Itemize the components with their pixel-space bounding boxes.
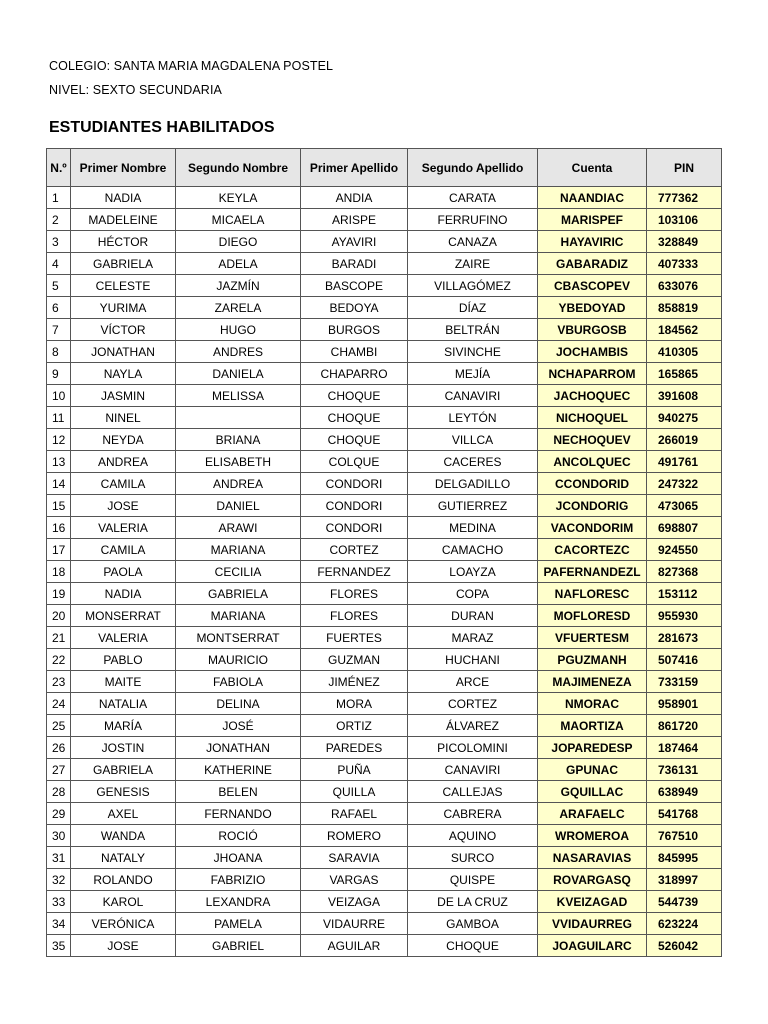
cell-number: 4 [47, 253, 71, 275]
cell-first-surname: BURGOS [301, 319, 408, 341]
cell-pin: 958901 [647, 693, 722, 715]
cell-account: MARISPEF [538, 209, 647, 231]
cell-second-name: ELISABETH [176, 451, 301, 473]
cell-account: HAYAVIRIC [538, 231, 647, 253]
cell-second-name: ZARELA [176, 297, 301, 319]
cell-account: CCONDORID [538, 473, 647, 495]
cell-first-surname: AGUILAR [301, 935, 408, 957]
school-name: COLEGIO: SANTA MARIA MAGDALENA POSTEL [49, 59, 334, 73]
cell-first-name: NAYLA [71, 363, 176, 385]
cell-number: 16 [47, 517, 71, 539]
cell-account: GQUILLAC [538, 781, 647, 803]
cell-pin: 861720 [647, 715, 722, 737]
cell-pin: 491761 [647, 451, 722, 473]
cell-second-name: PAMELA [176, 913, 301, 935]
cell-number: 34 [47, 913, 71, 935]
cell-first-surname: ANDIA [301, 187, 408, 209]
column-header-account: Cuenta [538, 149, 647, 187]
cell-first-surname: COLQUE [301, 451, 408, 473]
cell-first-surname: BEDOYA [301, 297, 408, 319]
table-row [47, 539, 722, 561]
cell-pin: 391608 [647, 385, 722, 407]
table-row [47, 341, 722, 363]
cell-account: WROMEROA [538, 825, 647, 847]
cell-first-surname: ROMERO [301, 825, 408, 847]
cell-second-name: JONATHAN [176, 737, 301, 759]
cell-second-name: ADELA [176, 253, 301, 275]
cell-first-name: CELESTE [71, 275, 176, 297]
cell-pin: 473065 [647, 495, 722, 517]
cell-pin: 153112 [647, 583, 722, 605]
cell-account: PAFERNANDEZL [538, 561, 647, 583]
cell-second-name: LEXANDRA [176, 891, 301, 913]
table-row [47, 693, 722, 715]
table-row [47, 781, 722, 803]
cell-pin: 526042 [647, 935, 722, 957]
cell-second-surname: CALLEJAS [408, 781, 538, 803]
cell-second-name: CECILIA [176, 561, 301, 583]
table-row [47, 671, 722, 693]
cell-second-name: JAZMÍN [176, 275, 301, 297]
cell-account: JCONDORIG [538, 495, 647, 517]
table-row [47, 649, 722, 671]
cell-account: NCHAPARROM [538, 363, 647, 385]
cell-account: JOAGUILARC [538, 935, 647, 957]
cell-number: 3 [47, 231, 71, 253]
cell-first-surname: GUZMAN [301, 649, 408, 671]
cell-account: GABARADIZ [538, 253, 647, 275]
cell-second-name: GABRIEL [176, 935, 301, 957]
cell-first-name: CAMILA [71, 539, 176, 561]
cell-second-surname: PICOLOMINI [408, 737, 538, 759]
cell-pin: 410305 [647, 341, 722, 363]
table-row [47, 275, 722, 297]
cell-second-surname: CACERES [408, 451, 538, 473]
cell-first-surname: CHOQUE [301, 385, 408, 407]
cell-first-name: JOSE [71, 495, 176, 517]
table-row [47, 473, 722, 495]
cell-second-name: KATHERINE [176, 759, 301, 781]
cell-pin: 955930 [647, 605, 722, 627]
cell-account: CBASCOPEV [538, 275, 647, 297]
cell-first-name: NEYDA [71, 429, 176, 451]
cell-first-surname: PAREDES [301, 737, 408, 759]
cell-second-surname: SURCO [408, 847, 538, 869]
cell-first-surname: CHAPARRO [301, 363, 408, 385]
cell-second-surname: LOAYZA [408, 561, 538, 583]
cell-number: 30 [47, 825, 71, 847]
table-row [47, 715, 722, 737]
cell-second-name: MAURICIO [176, 649, 301, 671]
cell-second-surname: CHOQUE [408, 935, 538, 957]
table-row [47, 495, 722, 517]
cell-first-surname: CHOQUE [301, 429, 408, 451]
cell-first-name: MARÍA [71, 715, 176, 737]
cell-pin: 187464 [647, 737, 722, 759]
cell-first-surname: CONDORI [301, 517, 408, 539]
cell-first-name: GABRIELA [71, 253, 176, 275]
cell-second-surname: CAMACHO [408, 539, 538, 561]
page-title: ESTUDIANTES HABILITADOS [49, 119, 275, 136]
cell-account: YBEDOYAD [538, 297, 647, 319]
cell-second-surname: CORTEZ [408, 693, 538, 715]
cell-second-surname: AQUINO [408, 825, 538, 847]
cell-account: KVEIZAGAD [538, 891, 647, 913]
cell-account: JOPAREDESP [538, 737, 647, 759]
cell-number: 18 [47, 561, 71, 583]
cell-pin: 328849 [647, 231, 722, 253]
table-row [47, 913, 722, 935]
cell-first-surname: FLORES [301, 583, 408, 605]
cell-second-surname: ARCE [408, 671, 538, 693]
cell-second-surname: MEDINA [408, 517, 538, 539]
cell-second-surname: COPA [408, 583, 538, 605]
cell-first-surname: CHAMBI [301, 341, 408, 363]
cell-pin: 940275 [647, 407, 722, 429]
cell-first-surname: VIDAURRE [301, 913, 408, 935]
cell-pin: 507416 [647, 649, 722, 671]
cell-number: 5 [47, 275, 71, 297]
cell-second-name: BRIANA [176, 429, 301, 451]
table-row [47, 363, 722, 385]
cell-account: MOFLORESD [538, 605, 647, 627]
cell-second-name: MICAELA [176, 209, 301, 231]
cell-second-name [176, 407, 301, 429]
table-row [47, 253, 722, 275]
cell-account: ROVARGASQ [538, 869, 647, 891]
cell-number: 14 [47, 473, 71, 495]
cell-first-surname: FERNANDEZ [301, 561, 408, 583]
cell-first-surname: ORTIZ [301, 715, 408, 737]
cell-second-surname: DÍAZ [408, 297, 538, 319]
cell-account: CACORTEZC [538, 539, 647, 561]
cell-account: ARAFAELC [538, 803, 647, 825]
cell-second-name: MARIANA [176, 605, 301, 627]
cell-account: ANCOLQUEC [538, 451, 647, 473]
cell-first-surname: FUERTES [301, 627, 408, 649]
cell-pin: 777362 [647, 187, 722, 209]
cell-first-surname: VARGAS [301, 869, 408, 891]
cell-second-name: FABRIZIO [176, 869, 301, 891]
cell-first-name: NATALIA [71, 693, 176, 715]
cell-number: 25 [47, 715, 71, 737]
cell-first-name: WANDA [71, 825, 176, 847]
cell-account: MAJIMENEZA [538, 671, 647, 693]
cell-pin: 266019 [647, 429, 722, 451]
cell-pin: 827368 [647, 561, 722, 583]
cell-first-name: JONATHAN [71, 341, 176, 363]
cell-pin: 623224 [647, 913, 722, 935]
cell-second-name: MONTSERRAT [176, 627, 301, 649]
table-row [47, 385, 722, 407]
table-row [47, 583, 722, 605]
cell-number: 32 [47, 869, 71, 891]
cell-account: NECHOQUEV [538, 429, 647, 451]
cell-number: 28 [47, 781, 71, 803]
cell-pin: 247322 [647, 473, 722, 495]
cell-first-name: YURIMA [71, 297, 176, 319]
cell-account: VACONDORIM [538, 517, 647, 539]
cell-number: 1 [47, 187, 71, 209]
cell-second-name: ANDRES [176, 341, 301, 363]
cell-second-name: MARIANA [176, 539, 301, 561]
table-row [47, 231, 722, 253]
cell-first-surname: VEIZAGA [301, 891, 408, 913]
cell-first-surname: CHOQUE [301, 407, 408, 429]
cell-account: NAANDIAC [538, 187, 647, 209]
cell-second-surname: CANAZA [408, 231, 538, 253]
table-row [47, 407, 722, 429]
cell-first-name: VERÓNICA [71, 913, 176, 935]
table-row [47, 451, 722, 473]
cell-first-name: NINEL [71, 407, 176, 429]
column-header-pin: PIN [647, 149, 722, 187]
cell-pin: 736131 [647, 759, 722, 781]
cell-number: 6 [47, 297, 71, 319]
cell-first-surname: MORA [301, 693, 408, 715]
cell-second-name: DELINA [176, 693, 301, 715]
cell-second-name: FERNANDO [176, 803, 301, 825]
cell-second-name: BELEN [176, 781, 301, 803]
cell-first-name: PAOLA [71, 561, 176, 583]
cell-first-name: VÍCTOR [71, 319, 176, 341]
cell-account: VBURGOSB [538, 319, 647, 341]
table-row [47, 891, 722, 913]
cell-number: 15 [47, 495, 71, 517]
cell-number: 11 [47, 407, 71, 429]
cell-account: PGUZMANH [538, 649, 647, 671]
cell-first-name: CAMILA [71, 473, 176, 495]
cell-number: 33 [47, 891, 71, 913]
cell-pin: 858819 [647, 297, 722, 319]
cell-pin: 407333 [647, 253, 722, 275]
table-row [47, 605, 722, 627]
cell-account: MAORTIZA [538, 715, 647, 737]
cell-first-name: VALERIA [71, 517, 176, 539]
cell-second-surname: GUTIERREZ [408, 495, 538, 517]
cell-number: 10 [47, 385, 71, 407]
cell-second-name: DIEGO [176, 231, 301, 253]
cell-second-surname: SIVINCHE [408, 341, 538, 363]
cell-pin: 698807 [647, 517, 722, 539]
cell-first-surname: FLORES [301, 605, 408, 627]
cell-pin: 733159 [647, 671, 722, 693]
cell-pin: 633076 [647, 275, 722, 297]
cell-first-name: NATALY [71, 847, 176, 869]
cell-first-surname: BASCOPE [301, 275, 408, 297]
cell-account: GPUNAC [538, 759, 647, 781]
table-row [47, 209, 722, 231]
cell-first-surname: BARADI [301, 253, 408, 275]
cell-second-name: ARAWI [176, 517, 301, 539]
cell-second-name: ROCIÓ [176, 825, 301, 847]
column-header-second-surname: Segundo Apellido [408, 149, 538, 187]
cell-account: JACHOQUEC [538, 385, 647, 407]
cell-first-surname: AYAVIRI [301, 231, 408, 253]
cell-pin: 541768 [647, 803, 722, 825]
cell-pin: 924550 [647, 539, 722, 561]
cell-first-name: GENESIS [71, 781, 176, 803]
grade-level: NIVEL: SEXTO SECUNDARIA [49, 83, 222, 97]
cell-first-surname: JIMÉNEZ [301, 671, 408, 693]
cell-first-name: VALERIA [71, 627, 176, 649]
cell-first-surname: ARISPE [301, 209, 408, 231]
cell-number: 21 [47, 627, 71, 649]
cell-number: 29 [47, 803, 71, 825]
cell-account: NASARAVIAS [538, 847, 647, 869]
cell-second-name: ANDREA [176, 473, 301, 495]
table-row [47, 759, 722, 781]
table-row [47, 737, 722, 759]
column-header-first-surname: Primer Apellido [301, 149, 408, 187]
cell-number: 26 [47, 737, 71, 759]
cell-account: VFUERTESM [538, 627, 647, 649]
table-row [47, 517, 722, 539]
table-row [47, 187, 722, 209]
students-table [46, 148, 722, 957]
table-row [47, 825, 722, 847]
cell-number: 31 [47, 847, 71, 869]
cell-first-name: AXEL [71, 803, 176, 825]
cell-first-name: HÉCTOR [71, 231, 176, 253]
cell-pin: 767510 [647, 825, 722, 847]
cell-number: 22 [47, 649, 71, 671]
cell-pin: 544739 [647, 891, 722, 913]
cell-second-surname: HUCHANI [408, 649, 538, 671]
cell-pin: 165865 [647, 363, 722, 385]
cell-second-surname: QUISPE [408, 869, 538, 891]
cell-second-name: JHOANA [176, 847, 301, 869]
table-row [47, 803, 722, 825]
column-header-number: N.º [47, 149, 71, 187]
cell-first-surname: QUILLA [301, 781, 408, 803]
table-row [47, 847, 722, 869]
cell-account: NICHOQUEL [538, 407, 647, 429]
cell-first-name: GABRIELA [71, 759, 176, 781]
cell-pin: 638949 [647, 781, 722, 803]
cell-second-surname: CANAVIRI [408, 759, 538, 781]
cell-second-surname: BELTRÁN [408, 319, 538, 341]
cell-first-surname: CONDORI [301, 473, 408, 495]
cell-first-name: MADELEINE [71, 209, 176, 231]
cell-pin: 318997 [647, 869, 722, 891]
cell-first-surname: CORTEZ [301, 539, 408, 561]
cell-second-surname: FERRUFINO [408, 209, 538, 231]
cell-second-surname: CANAVIRI [408, 385, 538, 407]
cell-first-surname: SARAVIA [301, 847, 408, 869]
cell-pin: 281673 [647, 627, 722, 649]
cell-second-surname: MARAZ [408, 627, 538, 649]
cell-account: NMORAC [538, 693, 647, 715]
cell-number: 7 [47, 319, 71, 341]
table-header-row [47, 149, 722, 187]
cell-first-name: JASMIN [71, 385, 176, 407]
table-body [47, 187, 722, 957]
column-header-second-name: Segundo Nombre [176, 149, 301, 187]
cell-pin: 103106 [647, 209, 722, 231]
table-row [47, 627, 722, 649]
cell-second-surname: DE LA CRUZ [408, 891, 538, 913]
cell-number: 19 [47, 583, 71, 605]
cell-first-name: MONSERRAT [71, 605, 176, 627]
cell-number: 20 [47, 605, 71, 627]
cell-second-surname: DELGADILLO [408, 473, 538, 495]
cell-second-name: HUGO [176, 319, 301, 341]
cell-second-name: JOSÉ [176, 715, 301, 737]
cell-first-name: PABLO [71, 649, 176, 671]
cell-number: 2 [47, 209, 71, 231]
table-row [47, 869, 722, 891]
cell-first-surname: RAFAEL [301, 803, 408, 825]
cell-first-surname: PUÑA [301, 759, 408, 781]
cell-first-name: MAITE [71, 671, 176, 693]
cell-second-surname: GAMBOA [408, 913, 538, 935]
cell-second-surname: CABRERA [408, 803, 538, 825]
cell-pin: 845995 [647, 847, 722, 869]
cell-second-surname: ZAIRE [408, 253, 538, 275]
cell-pin: 184562 [647, 319, 722, 341]
cell-account: NAFLORESC [538, 583, 647, 605]
cell-second-name: DANIELA [176, 363, 301, 385]
cell-second-surname: VILLAGÓMEZ [408, 275, 538, 297]
cell-second-name: DANIEL [176, 495, 301, 517]
cell-second-name: GABRIELA [176, 583, 301, 605]
cell-number: 12 [47, 429, 71, 451]
cell-second-name: FABIOLA [176, 671, 301, 693]
cell-second-surname: DURAN [408, 605, 538, 627]
cell-first-name: JOSTIN [71, 737, 176, 759]
table-row [47, 935, 722, 957]
table-row [47, 561, 722, 583]
cell-number: 9 [47, 363, 71, 385]
cell-number: 35 [47, 935, 71, 957]
cell-number: 24 [47, 693, 71, 715]
cell-second-name: MELISSA [176, 385, 301, 407]
cell-second-surname: ÁLVAREZ [408, 715, 538, 737]
table-row [47, 319, 722, 341]
column-header-first-name: Primer Nombre [71, 149, 176, 187]
cell-number: 13 [47, 451, 71, 473]
cell-number: 23 [47, 671, 71, 693]
cell-first-name: KAROL [71, 891, 176, 913]
cell-first-name: NADIA [71, 187, 176, 209]
cell-first-name: ROLANDO [71, 869, 176, 891]
cell-first-name: NADIA [71, 583, 176, 605]
cell-second-name: KEYLA [176, 187, 301, 209]
cell-first-surname: CONDORI [301, 495, 408, 517]
cell-number: 8 [47, 341, 71, 363]
table-row [47, 429, 722, 451]
cell-number: 27 [47, 759, 71, 781]
cell-account: JOCHAMBIS [538, 341, 647, 363]
cell-second-surname: CARATA [408, 187, 538, 209]
cell-first-name: JOSE [71, 935, 176, 957]
cell-second-surname: LEYTÓN [408, 407, 538, 429]
cell-second-surname: VILLCA [408, 429, 538, 451]
cell-account: VVIDAURREG [538, 913, 647, 935]
cell-number: 17 [47, 539, 71, 561]
table-row [47, 297, 722, 319]
cell-first-name: ANDREA [71, 451, 176, 473]
cell-second-surname: MEJÍA [408, 363, 538, 385]
